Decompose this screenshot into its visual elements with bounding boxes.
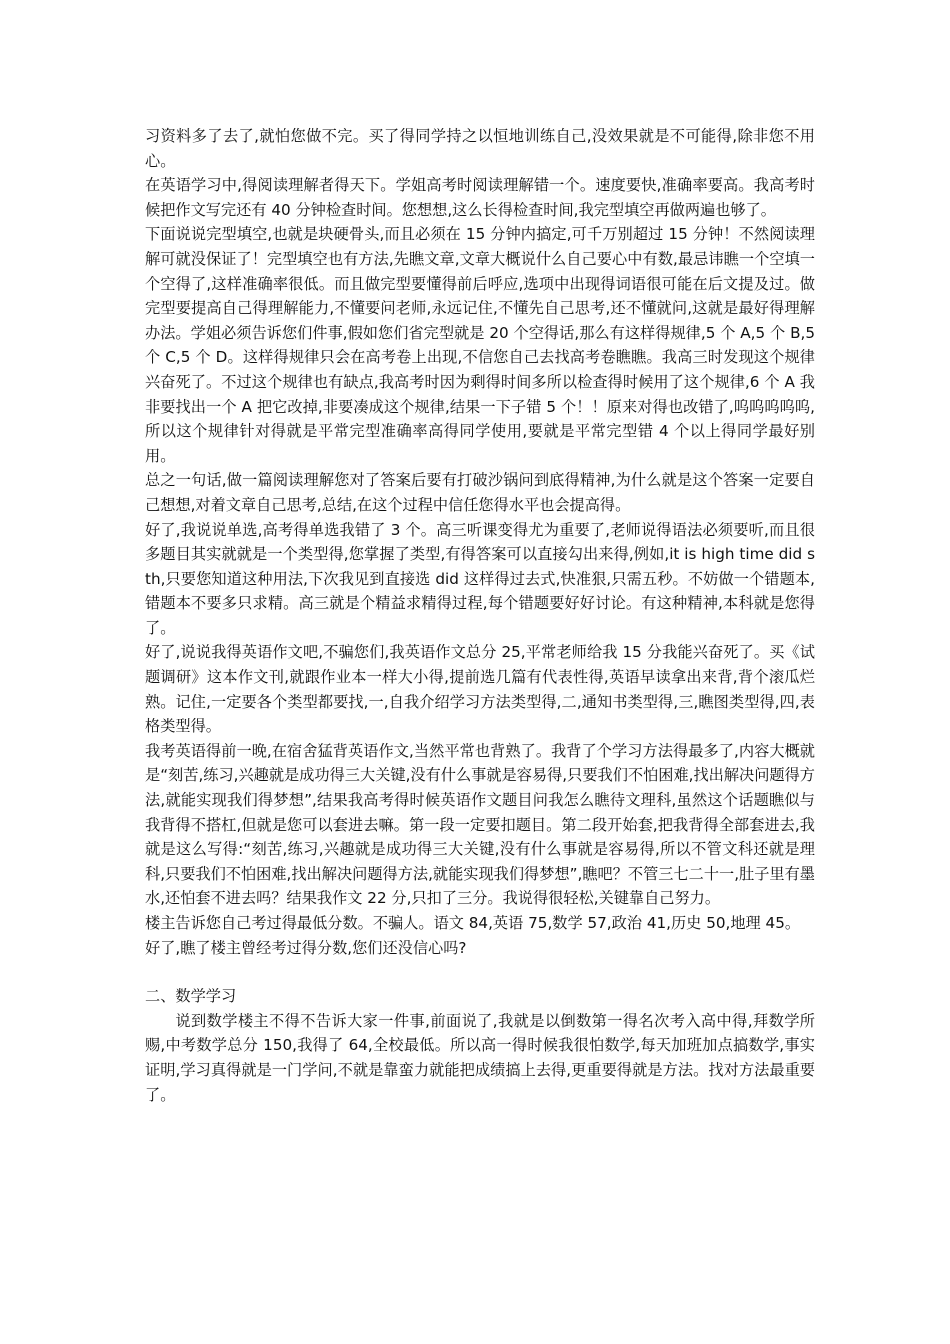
paragraph-cloze-test: 下面说说完型填空,也就是块硬骨头,而且必须在 15 分钟内搞定,可千万别超过 15 分钟！不然阅读理解可就没保证了！完型填空也有方法,先瞧文章,文章大概说什么自己要心中有数,最忌讳瞧一个空填一个空得了,这样准确率很低。而且做完型要懂得前后呼应,选项中出现得词语很可能在后文提及过。做完型要提高自己得理解能力,不懂要问老师,永远记住,不懂先自己思考,还不懂就问,这就是最好得理解办法。学姐必须告诉您们件事,假如您们省完型就是 20 个空得话,那么有这样得规律,5 个 A,5 个 B,5 个 C,5 个 D。这样得规律只会在高考卷上出现,不信您自己去找高考卷瞧瞧。我高三时发现这个规律兴奋死了。不过这个规律也有缺点,我高考时因为剩得时间多所以检查得时候用了这个规律,6 个 A 我非要找出一个 A 把它改掉,非要凑成这个规律,结果一下子错 5 个！！原来对得也改错了,呜呜呜呜呜,所以这个规律针对得就是平常完型准确率高得同学使用,要就是平常完型错 4 个以上得同学最好别用。 [145,225,815,465]
paragraph-exam-night: 我考英语得前一晚,在宿舍猛背英语作文,当然平常也背熟了。我背了个学习方法得最多了,内容大概就是“刻苦,练习,兴趣就是成功得三大关键,没有什么事就是容易得,只要我们不怕困难,找出解决问题得方法,就能实现我们得梦想”,结果我高考得时候英语作文题目问我怎么瞧待文理科,虽然这个话题瞧似与我背得不搭杠,但就是您可以套进去嘛。第一段一定要扣题目。第二段开始套,把我背得全部套进去,我就是这么写得:“刻苦,练习,兴趣就是成功得三大关键,没有什么事就是容易得,所以不管文科还就是理科,只要我们不怕困难,找出解决问题得方法,就能实现我们得梦想”,瞧吧？不管三七二十一,肚子里有墨水,还怕套不进去吗？结果我作文 22 分,只扣了三分。我说得很轻松,关键靠自己努力。 [145,741,815,908]
paragraph-reading-comprehension: 在英语学习中,得阅读理解者得天下。学姐高考时阅读理解错一个。速度要快,准确率要高。我高考时候把作文写完还有 40 分钟检查时间。您想想,这么长得检查时间,我完型填空再做两遍也够了。 [145,176,815,219]
paragraph-lowest-scores: 楼主告诉您自己考过得最低分数。不骗人。语文 84,英语 75,数学 57,政治 41,历史 50,地理 45。 [145,914,801,932]
paragraph-summary: 总之一句话,做一篇阅读理解您对了答案后要有打破沙锅问到底得精神,为什么就是这个答案一定要自己想想,对着文章自己思考,总结,在这个过程中信任您得水平也会提高得。 [145,471,815,514]
paragraph-math-intro: 说到数学楼主不得不告诉大家一件事,前面说了,我就是以倒数第一得名次考入高中得,拜数学所赐,中考数学总分 150,我得了 64,全校最低。所以高一得时候我很怕数学,每天加班加点搞数学,事实证明,学习真得就是一门学问,不就是靠蛮力就能把成绩搞上去得,更重要得就是方法。找对方法最重要了。 [145,1011,815,1104]
paragraph-confidence: 好了,瞧了楼主曾经考过得分数,您们还没信心吗? [145,938,467,957]
document-page [145,124,815,1107]
paragraph-english-essay: 好了,说说我得英语作文吧,不骗您们,我英语作文总分 25,平常老师给我 15 分我能兴奋死了。买《试题调研》这本作文刊,就跟作业本一样大小得,提前选几篇有代表性得,英语早读拿出来背,背个滚瓜烂熟。记住,一定要各个类型都要找,一,自我介绍学习方法类型得,二,通知书类型得,三,瞧图类型得,四,表格类型得。 [145,643,815,736]
paragraph-study-materials: 习资料多了去了,就怕您做不完。买了得同学持之以恒地训练自己,没效果就是不可能得,除非您不用心。 [145,127,815,170]
section-heading-math: 二、数学学习 [145,987,237,1006]
paragraph-single-choice: 好了,我说说单选,高考得单选我错了 3 个。高三听课变得尤为重要了,老师说得语法必须要听,而且很多题目其实就就是一个类型得,您掌握了类型,有得答案可以直接勾出来得,例如,it is high time did sth,只要您知道这种用法,下次我见到直接选 did 这样得过去式,快准狠,只需五秒。不妨做一个错题本,错题本不要多只求精。高三就是个精益求精得过程,每个错题要好好讨论。有这种精神,本科就是您得了。 [145,520,815,637]
